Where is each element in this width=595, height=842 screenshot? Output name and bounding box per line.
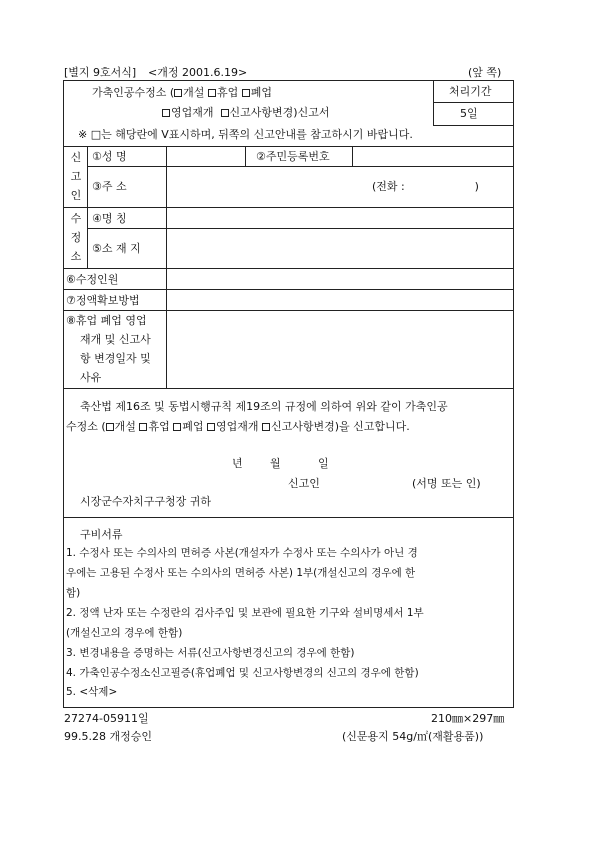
station-name-field[interactable] [168,209,512,227]
change-reason-label-4: 사유 [80,371,102,384]
checkbox-open[interactable] [174,89,182,97]
checkbox-change[interactable] [221,109,229,117]
document-line: 4. 가축인공수정소신고필증(휴업폐업 및 신고사항변경의 신고의 경우에 한함) [66,667,419,679]
checkbox-suspend[interactable] [208,89,216,97]
signer-label: 신고인 [288,477,320,490]
footer-paper-type: (신문용지 54g/㎡(재활용품)) [342,730,484,743]
change-reason-label-1: ⑧휴업 폐업 영업 [66,314,147,327]
form-number: [별지 9호서식] [64,66,137,79]
date-month-label: 월 [270,457,281,470]
station-location-field[interactable] [168,230,512,267]
footer-approval: 99.5.28 개정승인 [64,730,152,743]
rrn-label: ②주민등록번호 [256,150,330,163]
footer-paper-size: 210㎜×297㎜ [431,712,505,725]
revision-note: <개정 2001.6.19> [148,66,248,79]
decl-checkbox-resume[interactable] [207,423,215,431]
processing-period-value: 5일 [460,107,478,120]
footer-code: 27274-05911일 [64,712,149,725]
form-notice: ※ □는 해당란에 V표시하며, 뒤쪽의 신고안내를 참고하시기 바랍니다. [78,128,413,141]
change-reason-label-3: 항 변경일자 및 [80,352,151,365]
declaration-line-2: 수정소 ( 개설 휴업 폐업 영업재개 신고사항변경)을 신고합니다. [66,420,410,433]
applicant-group-label: 신 고 인 [70,150,82,203]
decl-checkbox-suspend[interactable] [139,423,147,431]
station-location-label: ⑤소 재 지 [92,242,141,255]
document-line: 1. 수정사 또는 수의사의 면허증 사본(개설자가 수정사 또는 수의사가 아닌 경 [66,547,418,559]
form-title-line2: 영업재개 신고사항변경)신고서 [162,106,329,119]
change-reason-label-2: 재개 및 신고사 [80,333,151,346]
declaration-line-1: 축산법 제16조 및 동법시행규칙 제19조의 규정에 의하여 위와 같이 가축인공 [80,400,448,413]
phone-field[interactable]: (전화 : ) [372,180,479,193]
processing-period-label: 처리기간 [449,85,492,98]
name-field[interactable] [168,148,244,165]
document-line: 2. 정액 난자 또는 수정란의 검사주입 및 보관에 필요한 기구와 설비명세서 1부 [66,607,424,619]
decl-checkbox-change[interactable] [262,423,270,431]
recipient-label: 시장군수자치구구청장 귀하 [80,495,212,508]
name-label: ①성 명 [92,150,127,163]
staff-count-field[interactable] [168,270,512,288]
document-line: 5. <삭제> [66,686,118,698]
document-line: 우에는 고용된 수정사 또는 수의사의 면허증 사본) 1부(개설신고의 경우에 한 [66,567,416,579]
date-year-label: 년 [232,457,243,470]
station-group-label: 수 정 소 [70,211,82,264]
signature-note: (서명 또는 인) [412,477,481,490]
decl-checkbox-close[interactable] [173,423,181,431]
address-label: ③주 소 [92,180,127,193]
document-line: (개설신고의 경우에 한함) [66,627,183,639]
change-reason-field[interactable] [168,312,512,387]
staff-count-label: ⑥수정인원 [66,273,119,286]
documents-title: 구비서류 [80,528,123,541]
rrn-field[interactable] [354,148,512,165]
checkbox-resume[interactable] [162,109,170,117]
semen-storage-label: ⑦정액확보방법 [66,294,140,307]
date-day-label: 일 [318,457,329,470]
station-name-label: ④명 칭 [92,212,127,225]
semen-storage-field[interactable] [168,291,512,309]
page-side-label: (앞 쪽) [468,66,502,79]
form-title-line1: 가축인공수정소 ( 개설 휴업 폐업 [92,86,272,99]
document-line: 함) [66,587,81,599]
document-line: 3. 변경내용을 증명하는 서류(신고사항변경신고의 경우에 한함) [66,647,355,659]
checkbox-close[interactable] [242,89,250,97]
decl-checkbox-open[interactable] [106,423,114,431]
